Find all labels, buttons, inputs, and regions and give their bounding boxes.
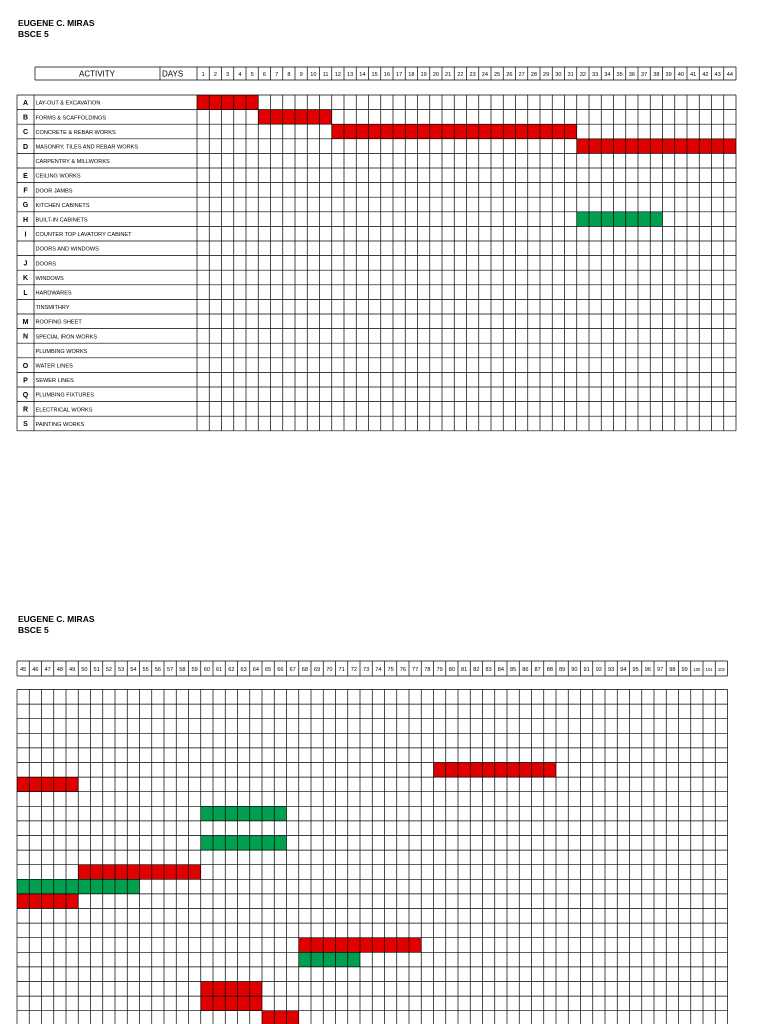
p1-day-label: 19 [420, 72, 427, 79]
p1-bar [577, 212, 663, 227]
p1-day-label: 16 [383, 72, 390, 79]
p2-day-label: 47 [44, 667, 51, 673]
p1-activity-name: DOORS AND WINDOWS [35, 246, 99, 253]
p2-day-label: 65 [265, 667, 272, 673]
p2-day-label: 67 [289, 667, 296, 673]
p1-day-label: 43 [714, 72, 721, 79]
p2-day-label: 75 [387, 667, 394, 673]
p2-day-label: 48 [56, 667, 63, 673]
p1-day-label: 34 [604, 72, 611, 79]
p1-day-label: 18 [408, 72, 415, 79]
p2-bar [17, 894, 78, 909]
p1-day-label: 33 [592, 72, 599, 79]
p2-bar [201, 806, 287, 821]
p1-row-letter: F [23, 187, 28, 195]
p1-day-label: 11 [322, 72, 329, 79]
p1-row-letter: I [24, 231, 27, 239]
p1-activity-name: FORMS & SCAFFOLDINGS [35, 115, 107, 122]
p2-bar [17, 777, 78, 792]
p1-row-letter: J [23, 260, 28, 268]
p1-row-letter: R [22, 406, 29, 414]
p1-activity-name: WINDOWS [35, 275, 64, 282]
page1-author: EUGENE C. MIRAS [18, 18, 95, 28]
p2-day-label: 92 [595, 667, 602, 673]
p1-activity-name: BUILT-IN CABINETS [35, 217, 88, 224]
p1-activity-name: MASONRY, TILES AND REBAR WORKS [35, 144, 139, 151]
p1-day-label: 9 [299, 72, 303, 79]
p1-activity-name: COUNTER TOP LAVATORY CABINET [35, 232, 132, 239]
p1-day-label: 24 [481, 72, 488, 79]
p1-activity-name: SPECIAL IRON WORKS [35, 334, 98, 341]
p1-day-label: 41 [690, 72, 697, 79]
p1-day-label: 6 [262, 72, 266, 79]
p2-day-label: 88 [546, 667, 553, 673]
p1-day-label: 1 [201, 72, 205, 79]
p2-day-label: 77 [412, 667, 419, 673]
p1-activity-name: TINSMITHRY [35, 305, 70, 312]
p2-day-label: 90 [571, 667, 578, 673]
p1-day-label: 31 [567, 72, 574, 79]
p2-day-label: 94 [620, 667, 627, 673]
p1-row-letter: M [22, 319, 29, 326]
p1-activity-header: ACTIVITY [78, 69, 116, 79]
p1-activity-name: ROOFING SHEET [35, 319, 82, 326]
p1-day-label: 42 [702, 72, 709, 79]
p2-bar [201, 836, 287, 851]
p2-day-label: 95 [632, 667, 639, 673]
p1-day-label: 4 [238, 72, 242, 79]
p1-row-letter: P [23, 377, 28, 385]
p1-day-label: 17 [396, 72, 403, 79]
p1-row-letter: S [23, 421, 28, 429]
p1-day-label: 10 [310, 72, 317, 79]
p1-day-label: 21 [445, 72, 452, 79]
p1-day-label: 3 [226, 72, 230, 79]
p2-day-label: 96 [644, 667, 651, 673]
p1-activity-name: SEWER LINES [35, 378, 74, 385]
p2-day-label: 72 [350, 667, 357, 673]
p2-day-label: 99 [681, 667, 688, 673]
p1-day-label: 29 [543, 72, 550, 79]
p2-bar [262, 1011, 299, 1024]
p1-row-letter: D [22, 143, 29, 151]
p2-day-label: 68 [301, 667, 308, 673]
p1-day-label: 37 [641, 72, 648, 79]
p2-day-label: 71 [338, 667, 345, 673]
p2-day-label: 73 [363, 667, 370, 673]
p1-day-label: 25 [494, 72, 501, 79]
p1-day-label: 38 [653, 72, 660, 79]
p1-day-label: 39 [665, 72, 672, 79]
p2-day-label: 54 [130, 667, 137, 673]
p1-day-label: 23 [469, 72, 476, 79]
p2-day-label: 61 [216, 667, 223, 673]
p2-day-label: 52 [105, 667, 112, 673]
p1-days-header: DAYS [162, 69, 184, 79]
p1-day-label: 5 [250, 72, 254, 79]
page1-course: BSCE 5 [18, 29, 49, 39]
p1-activity-name: CEILING WORKS [35, 173, 81, 180]
p2-day-label: 101 [705, 667, 713, 672]
p2-day-label: 98 [669, 667, 676, 673]
p2-day-label: 66 [277, 667, 284, 673]
p2-day-label: 87 [534, 667, 541, 673]
p2-day-label: 45 [20, 667, 27, 673]
p2-day-label: 85 [510, 667, 517, 673]
p1-activity-name: CARPENTRY & MILLWORKS [35, 159, 110, 166]
p1-activity-name: PAINTING WORKS [35, 421, 85, 428]
p1-day-label: 30 [555, 72, 562, 79]
p2-day-label: 93 [608, 667, 615, 673]
p2-day-label: 74 [375, 667, 382, 673]
p2-day-label: 64 [252, 667, 259, 673]
p1-activity-name: KITCHEN CABINETS [35, 202, 90, 209]
p1-day-label: 15 [371, 72, 378, 79]
p2-day-label: 78 [424, 667, 431, 673]
p2-day-label: 62 [228, 667, 235, 673]
p2-day-label: 70 [326, 667, 333, 673]
p1-row-letter: E [23, 173, 28, 180]
p1-day-label: 40 [677, 72, 684, 79]
p1-day-label: 36 [628, 72, 635, 79]
p1-activity-name: DOOR JAMBS [35, 188, 73, 195]
p2-day-label: 76 [399, 667, 406, 673]
p2-day-label: 49 [69, 667, 76, 673]
p1-row-letter: C [22, 129, 29, 137]
p2-day-label: 79 [436, 667, 443, 673]
p2-day-label: 46 [32, 667, 39, 673]
p1-row-letter: G [22, 202, 29, 210]
p2-day-label: 59 [191, 667, 198, 673]
p2-day-label: 82 [473, 667, 480, 673]
p2-bar [201, 982, 262, 997]
p1-day-label: 26 [506, 72, 513, 79]
p1-activity-name: CONCRETE & REBAR WORKS [35, 129, 116, 136]
p1-activity-name: HARDWARES [35, 290, 72, 297]
p1-day-label: 32 [579, 72, 586, 79]
page2-author: EUGENE C. MIRAS [18, 614, 95, 624]
p1-activity-name: PLUMBING WORKS [35, 348, 88, 355]
p1-day-label: 22 [457, 72, 464, 79]
p1-row-letter: L [23, 289, 28, 297]
p2-day-label: 91 [583, 667, 590, 673]
p1-day-label: 20 [432, 72, 439, 79]
p1-day-label: 12 [334, 72, 341, 79]
p2-day-label: 80 [448, 667, 455, 673]
p1-row-letter: Q [22, 392, 29, 399]
p1-activity-name: WATER LINES [35, 363, 73, 370]
p1-day-label: 27 [518, 72, 525, 79]
p1-day-label: 13 [347, 72, 354, 79]
p1-day-label: 7 [275, 72, 279, 79]
p2-day-label: 50 [81, 667, 88, 673]
p2-day-label: 55 [142, 667, 149, 673]
p1-row-letter: A [22, 100, 29, 107]
p1-row-letter: O [22, 362, 29, 370]
p2-day-label: 57 [167, 667, 174, 673]
p2-day-label: 58 [179, 667, 186, 673]
p1-day-label: 2 [213, 72, 217, 79]
p2-day-label: 86 [522, 667, 529, 673]
p2-day-label: 89 [559, 667, 566, 673]
p1-day-label: 44 [726, 72, 733, 79]
p1-row-letter: K [22, 275, 29, 283]
page2-course: BSCE 5 [18, 625, 49, 635]
p2-day-label: 100 [693, 667, 701, 672]
p1-day-label: 28 [530, 72, 537, 79]
p2-day-label: 53 [118, 667, 125, 673]
p1-row-letter: H [22, 216, 29, 224]
p2-bar [299, 952, 360, 967]
p1-day-label: 14 [359, 72, 366, 79]
p2-day-label: 60 [203, 667, 210, 673]
p1-activity-name: LAY-OUT & EXCAVATION [35, 100, 101, 107]
p1-activity-name: PLUMBING FIXTURES [35, 392, 94, 399]
p1-row-letter: B [22, 114, 29, 122]
p1-bar [197, 95, 258, 110]
p2-day-label: 83 [485, 667, 492, 673]
p1-day-label: 35 [616, 72, 623, 79]
p2-day-label: 69 [314, 667, 321, 673]
p1-bar [577, 139, 736, 154]
p1-day-label: 8 [287, 72, 291, 79]
p2-day-label: 56 [154, 667, 161, 673]
p1-activity-name: ELECTRICAL WORKS [35, 407, 93, 414]
p1-activity-name: DOORS [35, 261, 57, 268]
p2-day-label: 81 [461, 667, 468, 673]
p2-bar [201, 996, 262, 1011]
p2-day-label: 63 [240, 667, 247, 673]
p1-row-letter: N [22, 333, 29, 341]
p2-day-label: 102 [717, 667, 725, 672]
p2-day-label: 97 [657, 667, 664, 673]
p2-day-label: 51 [93, 667, 100, 673]
p2-day-label: 84 [497, 667, 504, 673]
